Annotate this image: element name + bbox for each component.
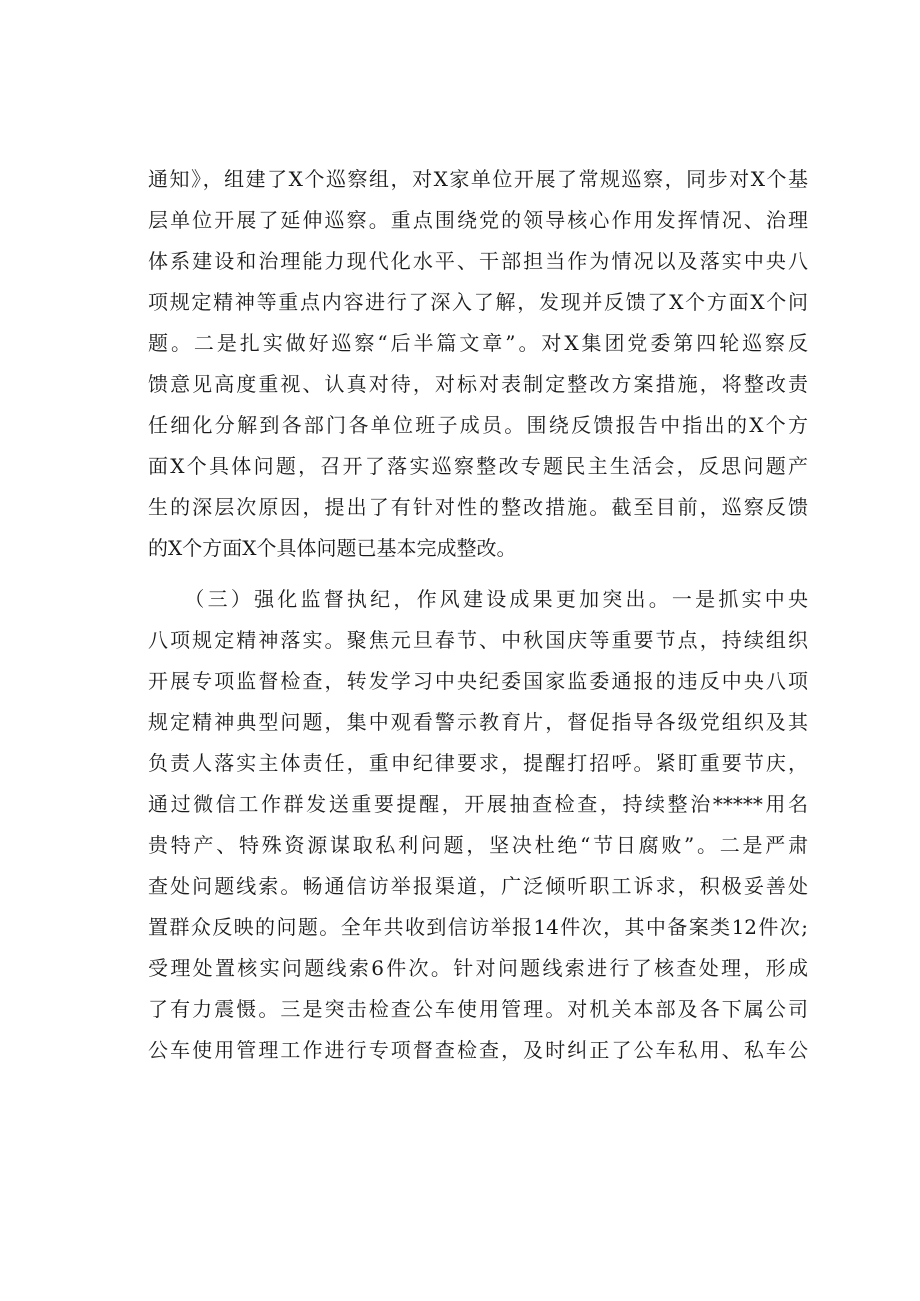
text-line: 面X个具体问题，召开了落实巡察整改专题民主生活会，反思问题产 <box>148 454 808 478</box>
paragraph-gap <box>148 569 808 579</box>
text-line: 生的深层次原因，提出了有针对性的整改措施。截至目前，巡察反馈 <box>148 495 808 519</box>
text-line: 负责人落实主体责任，重申纪律要求，提醒打招呼。紧盯重要节庆， <box>148 751 808 775</box>
text-line: 受理处置核实问题线索6件次。针对问题线索进行了核查处理，形成 <box>148 956 808 980</box>
text-line: （三）强化监督执纪，作风建设成果更加突出。一是抓实中央 <box>148 587 808 611</box>
text-line: 馈意见高度重视、认真对待，对标对表制定整改方案措施，将整改责 <box>148 372 808 396</box>
text-line: 任细化分解到各部门各单位班子成员。围绕反馈报告中指出的X个方 <box>148 413 808 437</box>
text-line: 八项规定精神落实。聚焦元旦春节、中秋国庆等重要节点，持续组织 <box>148 628 808 652</box>
text-line: 的X个方面X个具体问题已基本完成整改。 <box>148 536 517 560</box>
text-line: 了有力震慑。三是突击检查公车使用管理。对机关本部及各下属公司 <box>148 997 808 1021</box>
text-line: 层单位开展了延伸巡察。重点围绕党的领导核心作用发挥情况、治理 <box>148 208 808 232</box>
text-line: 规定精神典型问题，集中观看警示教育片，督促指导各级党组织及其 <box>148 710 808 734</box>
text-line: 通知》，组建了X个巡察组，对X家单位开展了常规巡察，同步对X个基 <box>148 167 808 191</box>
text-line: 开展专项监督检查，转发学习中央纪委国家监委通报的违反中央八项 <box>148 669 808 693</box>
paragraph-supervision <box>148 579 808 1071</box>
text-line: 公车使用管理工作进行专项督查检查，及时纠正了公车私用、私车公 <box>148 1038 808 1062</box>
text-line: 题。二是扎实做好巡察“后半篇文章”。对X集团党委第四轮巡察反 <box>148 331 808 355</box>
text-line: 通过微信工作群发送重要提醒，开展抽查检查，持续整治*****用名 <box>148 792 808 816</box>
text-line: 贵特产、特殊资源谋取私利问题，坚决杜绝“节日腐败”。二是严肃 <box>148 833 808 857</box>
text-line: 置群众反映的问题。全年共收到信访举报14件次，其中备案类12件次; <box>148 915 808 939</box>
text-line: 体系建设和治理能力现代化水平、干部担当作为情况以及落实中央八 <box>148 249 808 273</box>
text-line: 查处问题线索。畅通信访举报渠道，广泛倾听职工诉求，积极妥善处 <box>148 874 808 898</box>
text-line: 项规定精神等重点内容进行了深入了解，发现并反馈了X个方面X个问 <box>148 290 808 314</box>
document-body <box>148 159 808 1071</box>
paragraph-inspection <box>148 159 808 569</box>
